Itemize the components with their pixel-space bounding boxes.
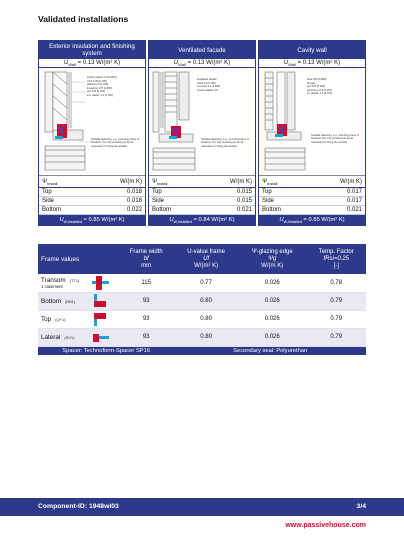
frame-values-label: Frame values bbox=[38, 244, 118, 274]
psi-row-side: Side 0.018 bbox=[39, 197, 145, 206]
col-temp-factor: Temp. Factor fRsi=0.25 [-] bbox=[307, 244, 366, 274]
psi-row-side: Side 0.015 bbox=[149, 197, 255, 206]
uw-installed: $U_{W,installed} = 0.85$ W/(m² K) bbox=[39, 215, 145, 225]
drawing-note: Suitable fastening, e.g. mounting frame or brackets, but only providing as far as necessary for fixing the window bbox=[91, 138, 140, 148]
psi-install-header: $\Psi_{Install}$ W/(m K) bbox=[149, 176, 255, 188]
drawing-layer-labels: interior plaster 1.5 [0.800] CTS 0.05 [0.100] adhesive 5 [1.000] limestone 175 [1.500] eps 100 [0.032] ext. plaster 1.0 [0.700] bbox=[87, 76, 117, 97]
psi-row-bottom: Bottom 0.022 bbox=[39, 206, 145, 215]
secondary-seal-text: Secondary seal: Polyurethan bbox=[174, 346, 366, 355]
uw-installed: $U_{W,installed} = 0.85$ W/(m² K) bbox=[259, 215, 365, 225]
psi-row-side: Side 0.017 bbox=[259, 197, 365, 206]
psi-row-top: Top 0.015 bbox=[149, 188, 255, 197]
table-row: Lateral (SV1) 93 0.80 0.026 0.79 bbox=[38, 328, 366, 346]
website-link[interactable]: www.passivehouse.com bbox=[285, 522, 366, 529]
section-drawing bbox=[259, 68, 365, 176]
lateral-profile-icon bbox=[92, 328, 118, 346]
footer-bar bbox=[0, 498, 404, 516]
col-frame-width: Frame width bf mm bbox=[118, 244, 174, 274]
drawing-note: Suitable fastening, e.g. mounting frame or brackets, but only providing as far as necessary for fixing the window bbox=[311, 134, 360, 144]
table-row: Bottom (BB1) 93 0.80 0.026 0.79 bbox=[38, 292, 366, 310]
component-id: Component-ID: 1948wi03 bbox=[38, 503, 119, 510]
installation-card-eifs bbox=[38, 40, 146, 226]
row-name: Bottom (BB1) bbox=[38, 292, 92, 310]
u-wall-value: $U_{Wall} = 0.13$ W/(m² K) bbox=[259, 59, 365, 68]
row-name: Transom (TT1) 1 casement bbox=[38, 274, 92, 292]
frame-values-table bbox=[38, 244, 366, 355]
section-drawing bbox=[39, 68, 145, 176]
row-name: Lateral (SV1) bbox=[38, 328, 92, 346]
page-number: 3/4 bbox=[356, 503, 366, 510]
psi-row-bottom: Bottom 0.021 bbox=[259, 206, 365, 215]
psi-row-top: Top 0.017 bbox=[259, 188, 365, 197]
psi-row-bottom: Bottom 0.021 bbox=[149, 206, 255, 215]
u-wall-value: $U_{Wall} = 0.13$ W/(m² K) bbox=[39, 59, 145, 68]
row-name: Top (Q+1) bbox=[38, 310, 92, 328]
table-row: Top (Q+1) 93 0.80 0.026 0.79 bbox=[38, 310, 366, 328]
installation-title: Exterior insulation and finishing system bbox=[39, 41, 145, 59]
installation-card-ventilated-facade bbox=[148, 40, 256, 226]
psi-install-header: $\Psi_{Install}$ W/(m K) bbox=[259, 176, 365, 188]
top-profile-icon bbox=[92, 310, 118, 328]
col-u-value-frame: U-value frame Uf W/(m² K) bbox=[174, 244, 238, 274]
transom-profile-icon bbox=[92, 274, 118, 292]
spacer-text: Spacer: Technoform-Spacer SP16 bbox=[38, 346, 174, 355]
page-title: Validated installations bbox=[38, 14, 129, 24]
installation-title: Cavity wall bbox=[259, 41, 365, 59]
bottom-profile-icon bbox=[92, 292, 118, 310]
col-psi-glazing-edge: Ψ-glazing edge Ψg W/(m K) bbox=[238, 244, 307, 274]
drawing-layer-labels: brick 100 [0.800] air gap eps 100 [0.035] sand lime 150 [1.000] int. plaster 1.5 [0.700] bbox=[307, 78, 332, 96]
frame-table-header bbox=[38, 244, 366, 274]
psi-row-top: Top 0.018 bbox=[39, 188, 145, 197]
table-row: Transom (TT1) 1 casement 115 0.77 0.026 0.78 bbox=[38, 274, 366, 292]
u-wall-value: $U_{Wall} = 0.13$ W/(m² K) bbox=[149, 59, 255, 68]
installation-title: Ventilated facade bbox=[149, 41, 255, 59]
spacer-info-row bbox=[38, 346, 366, 355]
uw-installed: $U_{W,installed} = 0.84$ W/(m² K) bbox=[149, 215, 255, 225]
drawing-layer-labels: ventilated facade wood 10 [0.130] concrete 3.4 [1.000] interior plaster 3.5 bbox=[197, 78, 220, 92]
drawing-note: Suitable fastening, e.g. mounting frame or brackets, but only providing as far as necessary for fixing the window bbox=[201, 138, 250, 148]
psi-install-header: $\Psi_{Install}$ W/(m K) bbox=[39, 176, 145, 188]
section-drawing bbox=[149, 68, 255, 176]
installation-card-cavity-wall bbox=[258, 40, 366, 226]
